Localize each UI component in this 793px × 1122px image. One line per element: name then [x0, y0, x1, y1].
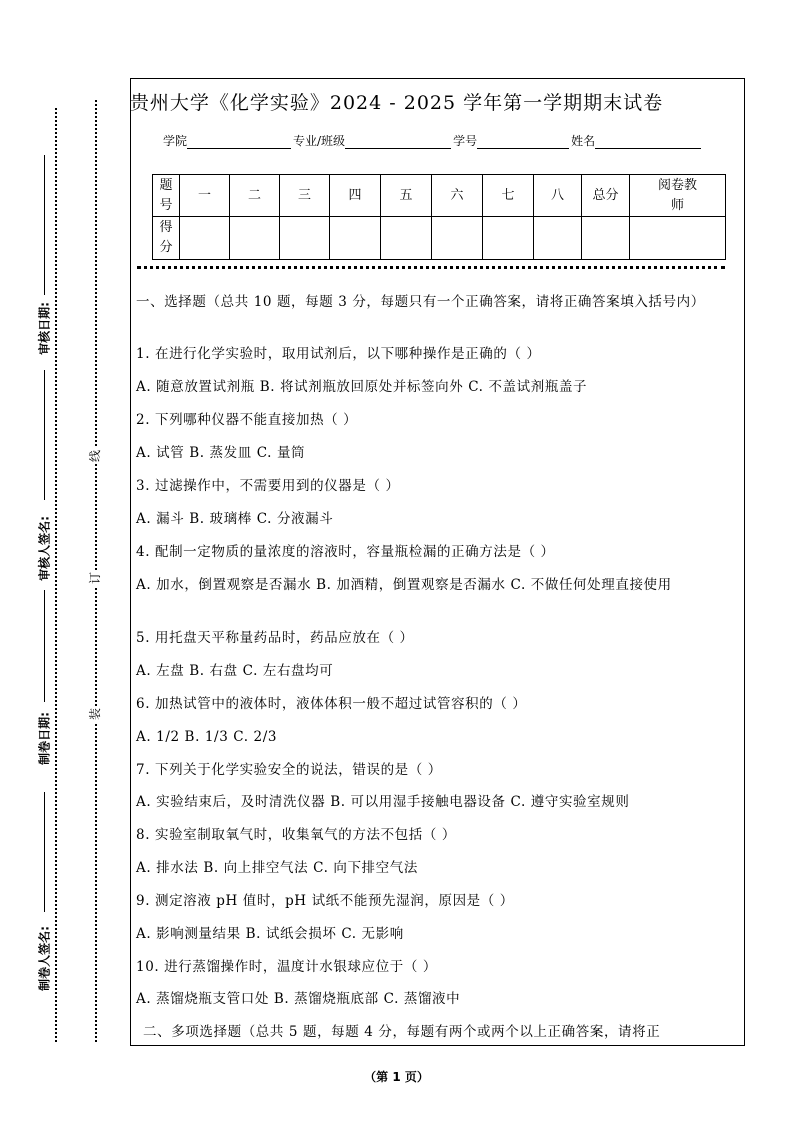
question-3: 3. 过滤操作中，不需要用到的仪器是（ ） — [136, 478, 400, 494]
options-10: A. 蒸馏烧瓶支管口处 B. 蒸馏烧瓶底部 C. 蒸馏液中 — [136, 991, 461, 1007]
question-10: 10. 进行蒸馏操作时，温度计水银球应位于（ ） — [136, 959, 437, 975]
options-3: A. 漏斗 B. 玻璃棒 C. 分液漏斗 — [136, 511, 334, 527]
options-9: A. 影响测量结果 B. 试纸会损坏 C. 无影响 — [136, 926, 404, 942]
question-5: 5. 用托盘天平称量药品时，药品应放在（ ） — [136, 630, 414, 646]
binding-char-zhuang: 装 — [88, 708, 102, 721]
score-header-cell: 总分 — [582, 175, 630, 217]
reviewer-sign-label: 审核人签名: — [37, 516, 52, 581]
score-row-label: 得分 — [153, 217, 180, 260]
options-2: A. 试管 B. 蒸发皿 C. 量筒 — [136, 445, 306, 461]
options-8: A. 排水法 B. 向上排空气法 C. 向下排空气法 — [136, 860, 418, 876]
maker-date-label: 制卷日期: — [37, 712, 52, 765]
score-cell[interactable] — [582, 217, 630, 260]
section-1-header: 一、选择题（总共 10 题，每题 3 分，每题只有一个正确答案，请将正确答案填入括号内） — [136, 294, 705, 310]
question-2: 2. 下列哪种仪器不能直接加热（ ） — [136, 412, 358, 428]
left-dotted-line — [55, 108, 57, 1042]
score-cell[interactable] — [330, 217, 381, 260]
question-1: 1. 在进行化学实验时，取用试剂后，以下哪种操作是正确的（ ） — [136, 346, 541, 362]
maker-sign-line — [44, 792, 45, 912]
major-label: 专业/班级 — [293, 134, 346, 148]
options-7: A. 实验结束后，及时清洗仪器 B. 可以用湿手接触电器设备 C. 遵守实验室规则 — [136, 794, 630, 810]
score-header-cell: 七 — [483, 175, 534, 217]
score-cell[interactable] — [230, 217, 280, 260]
section-2-header: 二、多项选择题（总共 5 题，每题 4 分，每题有两个或两个以上正确答案，请将正 — [143, 1024, 661, 1040]
reviewer-date-line — [44, 155, 45, 295]
options-1: A. 随意放置试剂瓶 B. 将试剂瓶放回原处并标签向外 C. 不盖试剂瓶盖子 — [136, 379, 588, 395]
score-header-cell: 三 — [280, 175, 330, 217]
score-cell[interactable] — [381, 217, 432, 260]
score-cell[interactable] — [280, 217, 330, 260]
name-field[interactable] — [595, 136, 701, 149]
question-4: 4. 配制一定物质的量浓度的溶液时，容量瓶检漏的正确方法是（ ） — [136, 544, 555, 560]
reviewer-date-label: 审核日期: — [37, 302, 52, 355]
score-header-cell: 阅卷教师 — [630, 175, 726, 217]
options-4: A. 加水，倒置观察是否漏水 B. 加酒精，倒置观察是否漏水 C. 不做任何处理直接使用 — [136, 577, 672, 593]
question-9: 9. 测定溶液 pH 值时，pH 试纸不能预先湿润，原因是（ ） — [136, 893, 514, 909]
score-cell[interactable] — [483, 217, 534, 260]
reviewer-sign-line — [44, 370, 45, 500]
exam-title: 贵州大学《化学实验》2024 - 2025 学年第一学期期末试卷 — [129, 92, 664, 114]
page-number: （第 1 页） — [364, 1070, 429, 1084]
college-field[interactable] — [187, 136, 291, 149]
score-table-header-row — [153, 175, 726, 217]
score-table-score-row — [153, 217, 726, 260]
question-7: 7. 下列关于化学实验安全的说法，错误的是（ ） — [136, 762, 442, 778]
options-5: A. 左盘 B. 右盘 C. 左右盘均可 — [136, 663, 334, 679]
student-id-label: 学号 — [453, 134, 478, 148]
question-6: 6. 加热试管中的液体时，液体体积一般不超过试管容积的（ ） — [136, 696, 527, 712]
maker-sign-label: 制卷人签名: — [37, 926, 52, 991]
name-label: 姓名 — [571, 134, 596, 148]
header-separator — [137, 266, 725, 269]
college-label: 学院 — [163, 134, 188, 148]
score-header-cell: 四 — [330, 175, 381, 217]
student-id-field[interactable] — [477, 136, 569, 149]
score-header-cell: 二 — [230, 175, 280, 217]
options-6: A. 1/2 B. 1/3 C. 2/3 — [136, 729, 278, 745]
score-table — [152, 174, 726, 260]
binding-char-xian: 线 — [88, 450, 102, 463]
score-header-cell: 题号 — [153, 175, 180, 217]
maker-date-line — [44, 590, 45, 702]
major-class-field[interactable] — [345, 136, 451, 149]
score-header-cell: 五 — [381, 175, 432, 217]
binding-char-ding: 订 — [88, 572, 102, 585]
score-header-cell: 六 — [432, 175, 483, 217]
score-cell[interactable] — [630, 217, 726, 260]
student-info-row — [163, 132, 703, 149]
score-header-cell: 一 — [180, 175, 230, 217]
question-8: 8. 实验室制取氧气时，收集氧气的方法不包括（ ） — [136, 827, 456, 843]
score-cell[interactable] — [432, 217, 483, 260]
score-cell[interactable] — [534, 217, 582, 260]
score-cell[interactable] — [180, 217, 230, 260]
score-header-cell: 八 — [534, 175, 582, 217]
